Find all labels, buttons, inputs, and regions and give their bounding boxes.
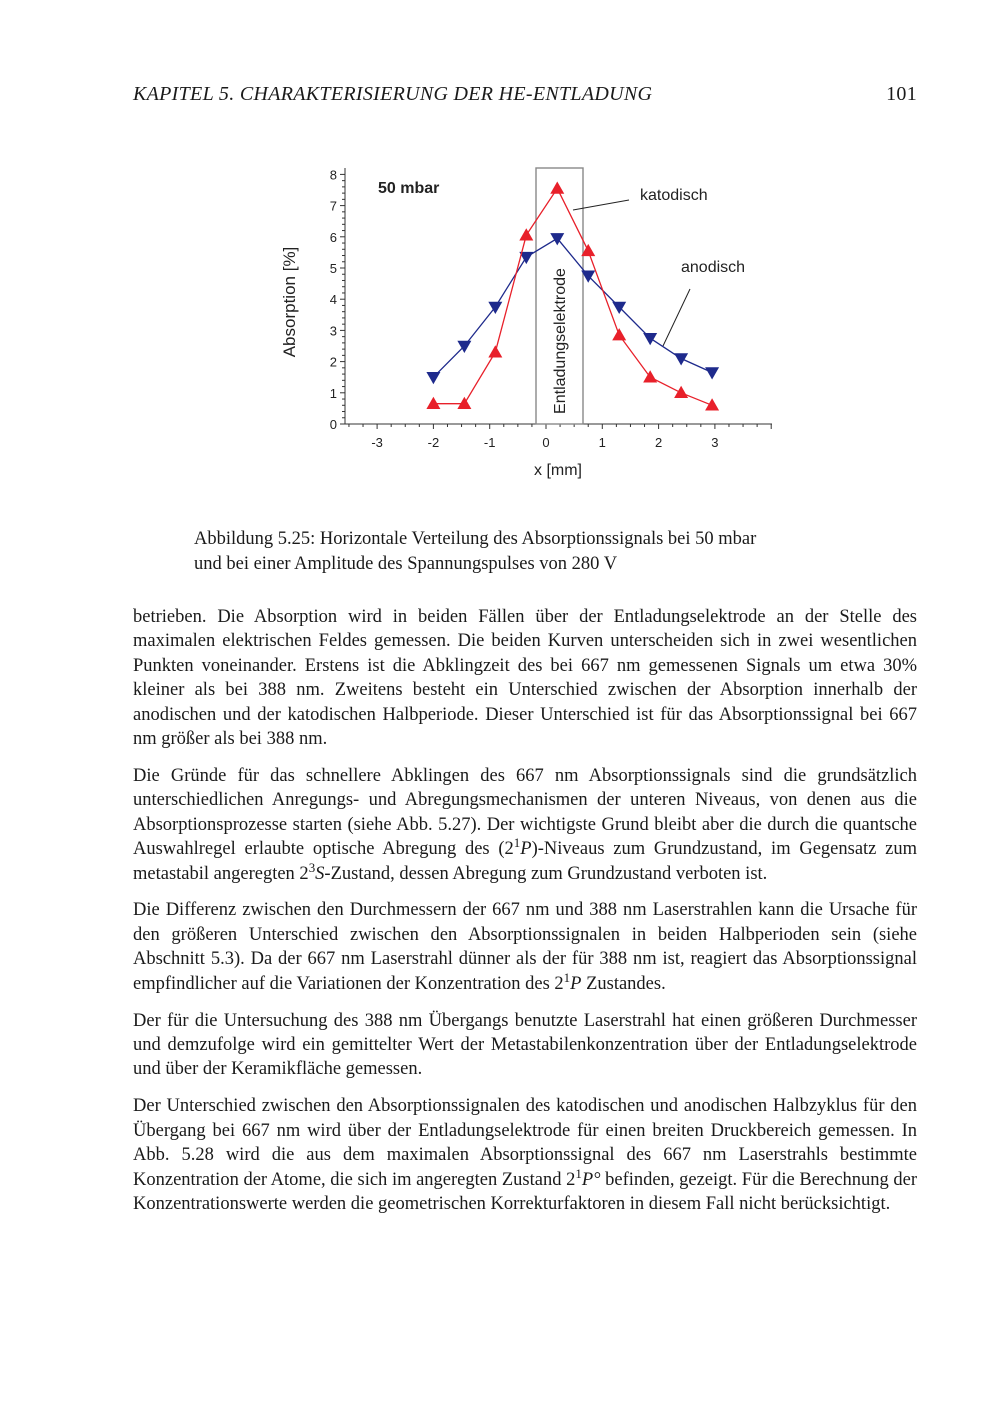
triangle-down-marker-icon [674,353,688,365]
superscript: 3 [308,859,316,875]
text-run: Die Differenz zwischen den Durchmessern der 667 nm und 388 nm Laserstrahlen kann die Ursache für den größeren Unterschied zwischen den Absorptionssignalen in beiden Halbperioden sein (siehe Abschnitt 5.3). Da der 667 nm Laserstrahl dünner als der für 388 nm ist, reagiert das Absorptionssignal empfindlicher auf die Variationen der Konzentration des 2 [133,900,917,994]
triangle-up-marker-icon [674,386,688,398]
y-ticks [330,167,345,432]
paragraph-5 [133,1094,917,1216]
electrode-label: Entladungselektrode [552,268,569,414]
paragraph-3 [133,898,917,996]
y-tick-label: 2 [329,354,337,370]
y-tick-label: 1 [329,385,337,401]
y-tick-label: 7 [329,198,337,214]
math-symbol: S [315,863,325,884]
triangle-down-marker-icon [426,372,440,384]
series-katodisch [426,181,719,410]
y-tick-label: 6 [329,229,337,245]
x-tick-label: -3 [371,435,383,450]
page-number: 101 [886,83,917,105]
katodisch-label: katodisch [640,187,708,204]
caption-line-1: Abbildung 5.25: Horizontale Verteilung des Absorptionssignals bei 50 mbar [194,529,757,549]
series-layer [426,181,719,410]
triangle-up-marker-icon [488,345,502,357]
triangle-down-marker-icon [705,367,719,379]
katodisch-pointer-line [573,200,629,210]
y-tick-label: 3 [329,323,337,339]
y-tick-label: 4 [329,292,337,308]
x-tick-label: 3 [711,435,719,450]
triangle-up-marker-icon [705,398,719,410]
math-symbol: P [570,973,582,994]
triangle-up-marker-icon [612,328,626,340]
pressure-annotation: 50 mbar [378,180,440,197]
x-ticks [349,424,771,450]
superscript: 1 [513,835,521,851]
paragraph-1: betrieben. Die Absorption wird in beiden Fällen über der Entladungselektrode an der Stelle des maximalen elektrischen Feldes gemessen. Die beiden Kurven unterscheiden sich in zwei wesentlichen Punkten voneinander. Erstens ist die Abklingzeit des bei 667 nm gemessenen Signals um etwa 30% kleiner als bei 388 nm. Zweitens besteht ein Unterschied zwischen der Absorption innerhalb der anodischen und der katodischen Halbperiode. Dieser Unterschied ist für das Absorptionssignal bei 667 nm größer als bei 388 nm. [133,607,917,750]
caption-line-2: und bei einer Amplitude des Spannungspulses von 280 V [194,554,618,574]
x-axis-label: x [mm] [534,462,582,479]
figure-absorption-chart [270,155,790,485]
running-title: KAPITEL 5. CHARAKTERISIERUNG DER HE-ENTLADUNG [133,83,653,105]
series-line [433,188,712,405]
math-symbol: P [520,839,532,860]
y-tick-label: 5 [329,261,337,276]
text-run: )-Niveaus zum Grundzustand, im Gegensatz zum metastabil angeregten 2 [133,839,917,884]
paragraph-4: Der für die Untersuchung des 388 nm Übergangs benutzte Laserstrahl hat einen größeren Durchmesser und demzufolge wird ein gemittelter Wert der Metastabilenkonzentration über der Entladungselektrode und über der Keramikfläche gemessen. [133,1010,917,1080]
x-tick-label: -2 [427,435,440,450]
series-line [433,238,712,377]
anodisch-label: anodisch [681,259,746,276]
series-anodisch [426,233,719,384]
text-run: Zustandes. [581,973,666,994]
y-tick-label: 8 [329,167,337,183]
anodisch-pointer-line [663,289,690,346]
triangle-up-marker-icon [643,370,657,382]
superscript: 1 [575,1165,582,1181]
x-tick-label: 0 [542,435,550,450]
triangle-up-marker-icon [550,181,564,193]
x-tick-label: 2 [654,435,663,450]
x-tick-label: 1 [598,435,606,450]
text-run: Der Unterschied zwischen den Absorptionssignalen des katodischen und anodischen Halbzyklus für den Übergang bei 667 nm wird über der Entladungselektrode für einen breiten Druckbereich gemessen. In Abb. 5.28 wird die aus dem maximalen Absorptionssignal des 667 nm Laserstrahls bestimmte Konzentration der Atome, die sich im angeregten Zustand 2 [133,1096,917,1190]
triangle-up-marker-icon [426,397,440,409]
figure-caption [194,527,874,577]
text-run: Die Gründe für das schnellere Abklingen des 667 nm Absorptionssignals sind die grundsätzlich unterschiedlichen Anregungs- und Abregungsmechanismen der unteren Niveaus, von denen aus die Absorptionsprozesse starten (siehe Abb. 5.27). Der wichtigste Grund bleibt aber die durch die quantsche Auswahlregel erlaubte optische Abregung des (2 [133,765,917,860]
triangle-down-marker-icon [643,333,657,345]
y-axis-label: Absorption [%] [280,246,299,358]
paragraph-2 [133,764,917,886]
text-run: befinden, gezeigt. Für die Berechnung der Konzentrationswerte werden die geometrischen Korrekturfaktoren in diesem Fall nicht berücksichtigt. [133,1169,917,1214]
x-tick-label: -1 [483,435,496,450]
running-header [133,83,917,111]
chart-svg [270,155,790,485]
y-tick-label: 0 [329,417,337,432]
superscript: 1 [563,969,571,985]
triangle-up-marker-icon [457,397,471,409]
triangle-up-marker-icon [519,228,533,240]
text-run: -Zustand, dessen Abregung zum Grundzustand verboten ist. [324,863,768,884]
body-text [133,605,917,1229]
math-symbol: P° [581,1169,601,1190]
